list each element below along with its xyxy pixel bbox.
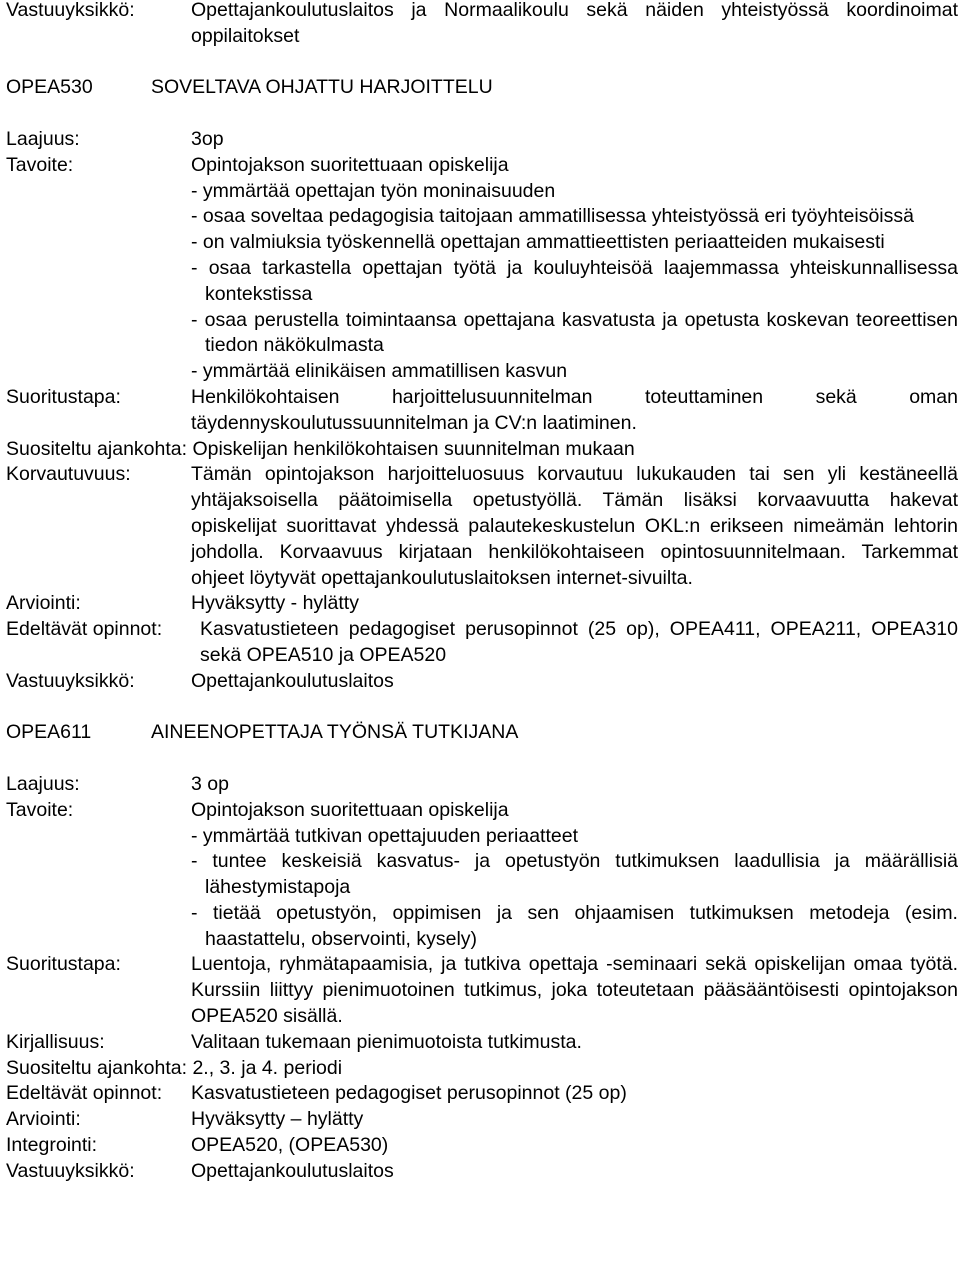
- field-value: Hyväksytty – hylätty: [191, 1108, 364, 1131]
- course-header: [6, 720, 958, 746]
- goal-item: - on valmiuksia työskennellä opettajan ammattieettisten periaatteiden mukaisesti: [191, 231, 885, 254]
- field-value: Tämän opintojakson harjoitteluosuus korvautuu lukukauden tai sen yli kestäneellä yhtäjaksoisella päätoimisella opetustyöllä. Tämän lisäksi korvaavuutta hakevat opiskelijat suorittavat yhdessä palautekeskustelun OKL:n erikseen nimeämän lehtorin johdolla. Korvaavuus kirjataan henkilökohtaiseen opintosuunnitelmaan. Tarkemmat ohjeet löytyvät opettajankoulutuslaitoksen internet-sivuilta.: [191, 463, 958, 589]
- field-value: Henkilökohtaisen harjoittelusuunnitelman toteuttaminen sekä oman täydennyskoulutussuunnitelman ja CV:n laatiminen.: [191, 385, 958, 434]
- field-label: Suoritustapa:: [6, 385, 121, 408]
- suoritustapa-row: [6, 385, 958, 437]
- ajankohta-text: Suositeltu ajankohta: 2., 3. ja 4. periodi: [6, 1056, 343, 1079]
- laajuus-row: [6, 127, 958, 153]
- goal-list: [191, 824, 958, 953]
- ajankohta-row: [6, 437, 958, 463]
- field-value: Opettajankoulutuslaitos: [191, 1159, 394, 1182]
- field-value: 3 op: [191, 772, 229, 795]
- field-label: Korvautuvuus:: [6, 463, 131, 486]
- field-value: Hyväksytty - hylätty: [191, 592, 359, 615]
- goal-item: - osaa soveltaa pedagogisia taitojaan ammatillisessa yhteistyössä eri työyhteisöissä: [191, 205, 914, 228]
- spacer: [6, 50, 958, 76]
- field-label: Tavoite:: [6, 798, 74, 821]
- goal-list: [191, 179, 958, 385]
- course-code: OPEA611: [6, 721, 92, 744]
- goal-item: - ymmärtää tutkivan opettajuuden periaatteet: [191, 824, 578, 847]
- edeltavat-row: [6, 1081, 958, 1107]
- spacer: [6, 101, 958, 127]
- field-value: OPEA520, (OPEA530): [191, 1134, 389, 1157]
- ajankohta-row: [6, 1056, 958, 1082]
- suoritustapa-row: [6, 952, 958, 1029]
- field-label: Arviointi:: [6, 1108, 81, 1131]
- vastuuyksikko-row: [6, 669, 958, 695]
- field-label: Tavoite:: [6, 153, 74, 176]
- ajankohta-text: Suositeltu ajankohta: Opiskelijan henkilökohtaisen suunnitelman mukaan: [6, 437, 635, 460]
- top-vastuuyksikko-row: [6, 0, 958, 50]
- field-value: Kasvatustieteen pedagogiset perusopinnot (25 op): [191, 1082, 627, 1105]
- field-label: Laajuus:: [6, 127, 80, 150]
- field-value: Kasvatustieteen pedagogiset perusopinnot (25 op), OPEA411, OPEA211, OPEA310 sekä OPEA510 ja OPEA520: [200, 618, 958, 666]
- field-label: Laajuus:: [6, 772, 80, 795]
- tavoite-row: [6, 153, 958, 179]
- field-value: Opettajankoulutuslaitos ja Normaalikoulu sekä näiden yhteistyössä koordinoimat oppilaitokset: [191, 0, 958, 47]
- tavoite-intro: Opintojakson suoritettuaan opiskelija: [191, 153, 509, 176]
- field-label: Kirjallisuus:: [6, 1030, 105, 1053]
- goal-item: - tietää opetustyön, oppimisen ja sen ohjaamisen tutkimuksen metodeja (esim. haastattelu, observointi, kysely): [191, 901, 958, 950]
- integrointi-row: [6, 1133, 958, 1159]
- field-label: Suoritustapa:: [6, 953, 121, 976]
- field-value: Luentoja, ryhmätapaamisia, ja tutkiva opettaja -seminaari sekä opiskelijan omaa työtä. Kurssiin liittyy pienimuotoinen tutkimus, joka toteutetaan pääsääntöisesti opintojakson OPEA520 sisällä.: [191, 953, 958, 1028]
- course-title: AINEENOPETTAJA TYÖNSÄ TUTKIJANA: [151, 721, 519, 744]
- tavoite-intro: Opintojakson suoritettuaan opiskelija: [191, 798, 509, 821]
- document: [6, 0, 958, 1185]
- field-label: Integrointi:: [6, 1134, 98, 1157]
- field-label: Arviointi:: [6, 592, 81, 615]
- arviointi-row: [6, 1107, 958, 1133]
- course-title: SOVELTAVA OHJATTU HARJOITTELU: [151, 76, 493, 99]
- field-label: Edeltävät opinnot:: [6, 618, 163, 641]
- laajuus-row: [6, 772, 958, 798]
- edeltavat-row: [6, 617, 958, 669]
- vastuuyksikko-row: [6, 1159, 958, 1185]
- course-code: OPEA530: [6, 76, 93, 99]
- field-label: Vastuuyksikkö:: [6, 669, 135, 692]
- tavoite-row: [6, 798, 958, 824]
- spacer: [6, 695, 958, 721]
- field-value: 3op: [191, 127, 224, 150]
- kirjallisuus-row: [6, 1030, 958, 1056]
- goal-item: - tuntee keskeisiä kasvatus- ja opetustyön tutkimuksen laadullisia ja määrällisiä lähestymistapoja: [191, 850, 958, 899]
- goal-item: - ymmärtää elinikäisen ammatillisen kasvun: [191, 360, 568, 383]
- goal-item: - ymmärtää opettajan työn moninaisuuden: [191, 179, 556, 202]
- goal-item: - osaa perustella toimintaansa opettajana kasvatusta ja opetusta koskevan teoreettisen tiedon näkökulmasta: [191, 308, 958, 357]
- korvautuvuus-row: [6, 462, 958, 591]
- spacer: [6, 746, 958, 772]
- field-value: Opettajankoulutuslaitos: [191, 669, 394, 692]
- field-label: Edeltävät opinnot:: [6, 1082, 163, 1105]
- course-header: [6, 75, 958, 101]
- field-value: Valitaan tukemaan pienimuotoista tutkimusta.: [191, 1030, 582, 1053]
- field-label: Vastuuyksikkö:: [6, 0, 135, 21]
- field-label: Vastuuyksikkö:: [6, 1159, 135, 1182]
- goal-item: - osaa tarkastella opettajan työtä ja kouluyhteisöä laajemmassa yhteiskunnallisessa kontekstissa: [191, 256, 958, 305]
- arviointi-row: [6, 591, 958, 617]
